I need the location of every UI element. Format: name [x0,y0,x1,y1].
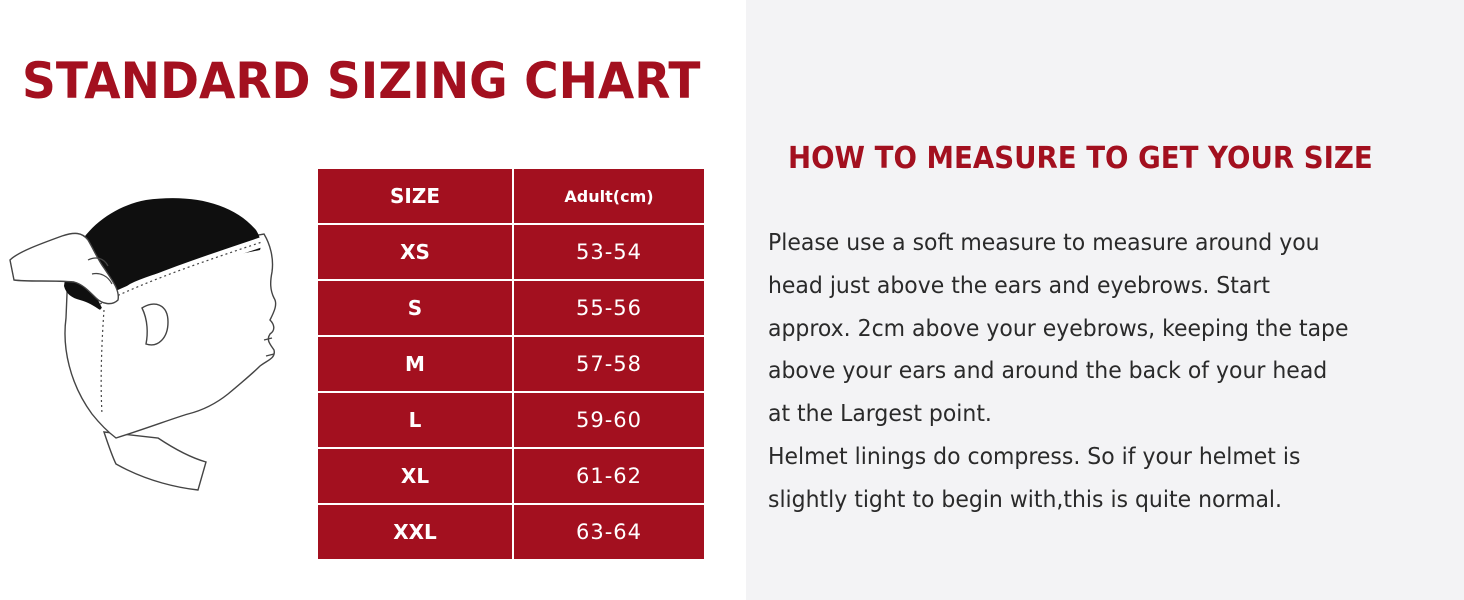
page-title: STANDARD SIZING CHART [22,52,701,110]
instruction-line: at the Largest point. [768,401,992,428]
value-cell: 61-62 [514,449,704,505]
size-cell: XS [318,225,514,281]
value-cell: 63-64 [514,505,704,559]
size-cell: XL [318,449,514,505]
table-row [318,225,704,281]
measuring-instructions [768,222,1458,522]
table-row [318,505,704,559]
instruction-line: approx. 2cm above your eyebrows, keeping the tape [768,315,1349,342]
head-measuring-tape-icon [8,188,298,498]
value-cell: 57-58 [514,337,704,393]
table-row [318,337,704,393]
size-cell: XXL [318,505,514,559]
header-adult-cm: Adult(cm) [514,169,704,225]
header-size: SIZE [318,169,514,225]
instruction-line: head just above the ears and eyebrows. Start [768,272,1270,299]
table-header-row [318,169,704,225]
instruction-line: Helmet linings do compress. So if your helmet is [768,443,1301,470]
table-row [318,449,704,505]
value-cell: 59-60 [514,393,704,449]
size-cell: S [318,281,514,337]
table-row [318,393,704,449]
size-cell: M [318,337,514,393]
size-table [318,169,704,559]
instruction-line: Please use a soft measure to measure around you [768,230,1320,256]
instruction-line: slightly tight to begin with,this is quite normal. [768,486,1283,513]
instruction-line: above your ears and around the back of your head [768,358,1328,385]
table-row [318,281,704,337]
size-cell: L [318,393,514,449]
value-cell: 53-54 [514,225,704,281]
how-to-measure-title: HOW TO MEASURE TO GET YOUR SIZE [788,141,1373,176]
value-cell: 55-56 [514,281,704,337]
